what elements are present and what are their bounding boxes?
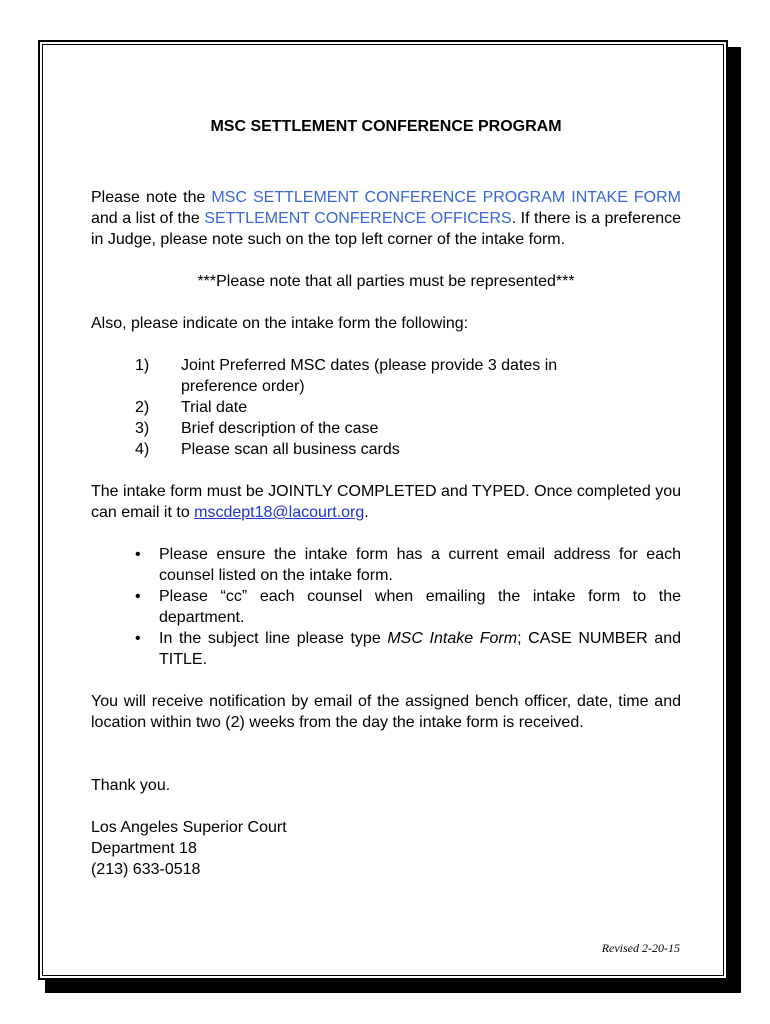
list-item: 3) Brief description of the case: [135, 420, 379, 437]
list-item: • In the subject line please type MSC Intake Form; CASE NUMBER and TITLE.: [135, 630, 682, 668]
list-item: 1) Joint Preferred MSC dates (please provide 3 dates in preference order): [135, 357, 558, 395]
signature-line-phone: (213) 633-0518: [91, 861, 201, 878]
signature-line-court: Los Angeles Superior Court: [91, 819, 287, 836]
intro-paragraph: Please note the MSC SETTLEMENT CONFERENCE PROGRAM INTAKE FORM and a list of the SETTLEMENT CONFERENCE OFFICERS. If there is a preference in Judge, please note such on the top left corner of the intake form.: [91, 189, 681, 248]
representation-note: ***Please note that all parties must be represented***: [197, 273, 575, 290]
document-content: [91, 116, 681, 880]
intake-paragraph: The intake form must be JOINTLY COMPLETED and TYPED. Once completed you can email it to mscdept18@lacourt.org.: [91, 483, 681, 521]
revised-date: Revised 2-20-15: [601, 941, 680, 955]
notification-paragraph: You will receive notification by email of the assigned bench officer, date, time and location within two (2) weeks from the day the intake form is received.: [91, 693, 681, 731]
bullet-icon: •: [135, 588, 141, 605]
document-page: [38, 40, 728, 980]
thanks-line: Thank you.: [91, 777, 171, 794]
officers-link[interactable]: SETTLEMENT CONFERENCE OFFICERS: [204, 210, 512, 227]
email-link[interactable]: mscdept18@lacourt.org: [194, 504, 365, 521]
intake-form-link[interactable]: MSC SETTLEMENT CONFERENCE PROGRAM INTAKE FORM: [211, 189, 681, 206]
also-paragraph: Also, please indicate on the intake form the following:: [91, 315, 469, 332]
list-item: 2) Trial date: [135, 399, 248, 416]
signature-line-department: Department 18: [91, 840, 197, 857]
list-item: • Please “cc” each counsel when emailing the intake form to the department.: [135, 588, 681, 626]
bullet-icon: •: [135, 630, 141, 647]
list-item: • Please ensure the intake form has a current email address for each counsel listed on the intake form.: [135, 546, 681, 584]
bullet-icon: •: [135, 546, 141, 563]
instructions-list: [91, 544, 681, 670]
steps-list: [91, 355, 681, 460]
document-title: MSC SETTLEMENT CONFERENCE PROGRAM: [210, 118, 562, 135]
list-item: 4) Please scan all business cards: [135, 441, 400, 458]
